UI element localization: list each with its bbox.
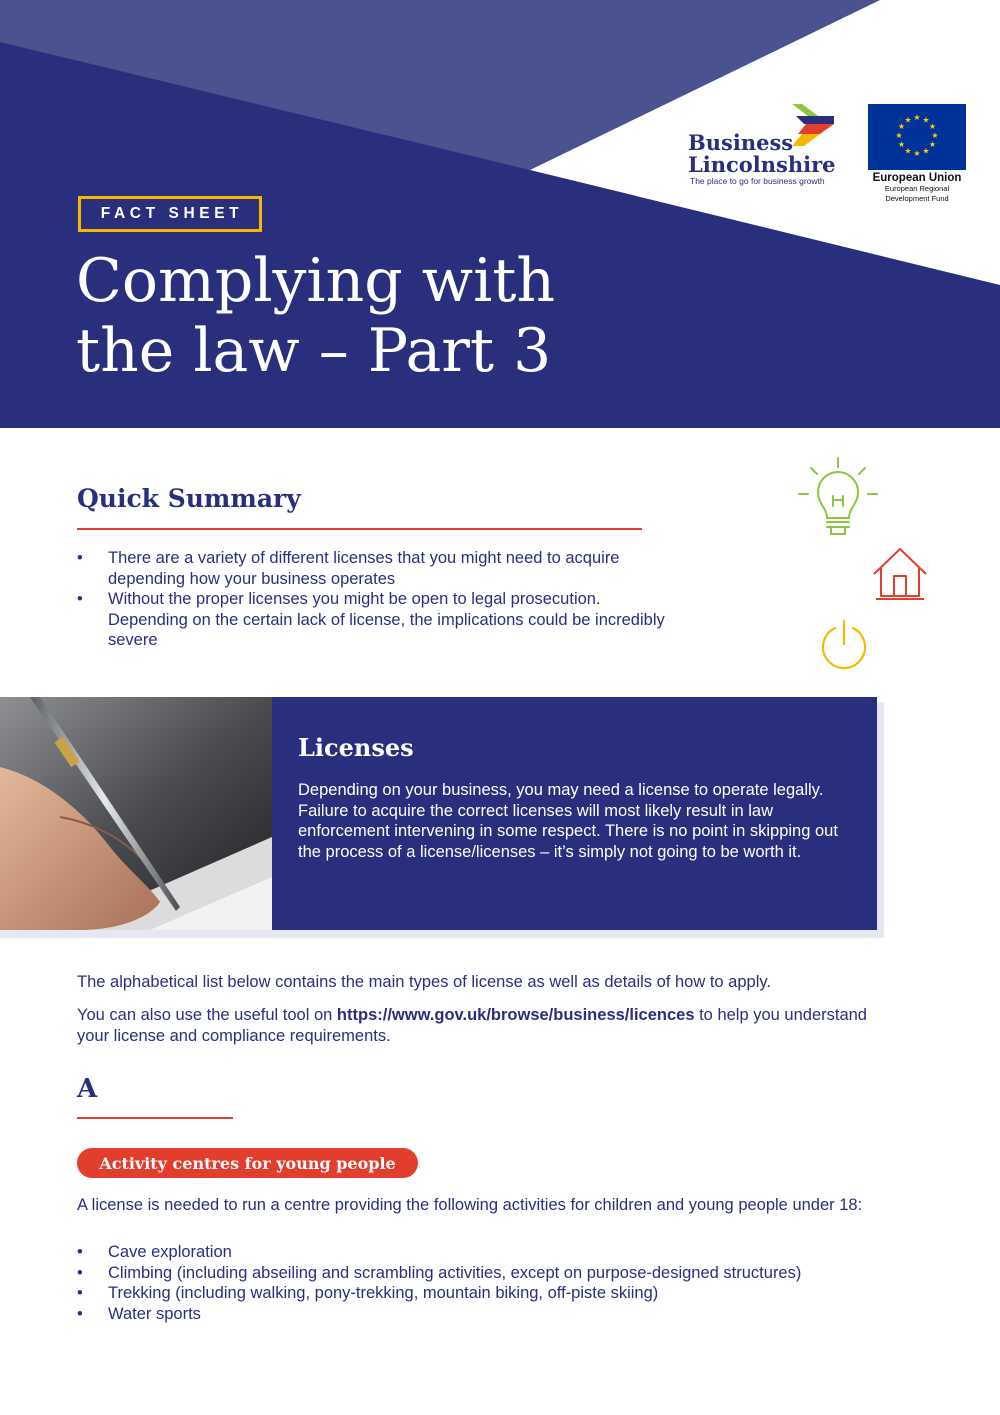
list-item: • Without the proper licenses you might be open to legal prosecution. Depending on the certain lack of license, the implications could be incredibly severe [77,589,677,651]
logo-word-lincolnshire: Lincolnshire [688,152,836,177]
eu-subtitle-line2: Development Fund [885,194,949,203]
list-item: • There are a variety of different licenses that you might need to acquire depending how your business operates [77,548,677,589]
tool-paragraph-lead: You can also use the useful tool on [77,1006,337,1024]
licenses-heading: Licenses [298,733,414,762]
svg-text:★: ★ [931,131,939,140]
eu-logo [866,104,968,204]
business-lincolnshire-logo [688,104,838,188]
intro-paragraph: The alphabetical list below contains the main types of license as well as details of how to apply. [77,973,771,991]
pen-icon [0,697,272,930]
eu-flag-icon [868,104,966,170]
section-letter-a: A [77,1074,98,1104]
tool-paragraph-tail: to help you understand your license and compliance requirements. [77,1006,867,1045]
list-item: • Trekking (including walking, pony-trekking, mountain biking, off-piste skiing) [77,1283,897,1304]
page-title-line2: the law – Part 3 [76,316,552,386]
tool-paragraph [77,1005,867,1046]
list-item: • Water sports [77,1304,897,1325]
quick-summary-heading: Quick Summary [77,484,301,513]
hand-writing-photo [0,697,272,930]
power-icon [818,618,870,670]
page-title-line1: Complying with [76,246,556,316]
gov-uk-link[interactable]: https://www.gov.uk/browse/business/licences [336,1006,695,1024]
list-item: • Cave exploration [77,1242,897,1263]
svg-text:★: ★ [895,131,903,140]
svg-text:★: ★ [904,115,912,125]
section-a-divider [77,1117,233,1119]
business-lincolnshire-mark-icon [790,104,834,156]
licenses-body: Depending on your business, you may need a license to operate legally. Failure to acquire the correct licenses will most likely result in law enforcement intervening in some respect. There is no point in skipping out the process of a license/licenses – it’s simply not going to be worth it. [298,781,838,861]
svg-text:★: ★ [928,122,937,131]
fact-sheet-badge: FACT SHEET [78,196,262,232]
svg-text:★: ★ [928,140,937,149]
activity-centres-heading: Activity centres for young people [77,1148,418,1178]
svg-text:★: ★ [897,140,906,149]
svg-text:★: ★ [913,113,921,122]
svg-text:★: ★ [913,149,921,158]
lightbulb-icon [796,456,880,542]
house-icon [872,546,928,602]
quick-summary-divider [77,528,642,530]
licenses-panel [272,697,877,930]
logo-tagline: The place to go for business growth [690,176,825,186]
logo-word-business: Business [688,130,794,155]
quick-summary-list [77,548,677,651]
svg-text:★: ★ [904,146,912,156]
eu-title: European Union [872,172,962,184]
svg-text:★: ★ [922,115,930,125]
page-title [76,246,555,386]
activity-centres-paragraph: A license is needed to run a centre providing the following activities for children and young people under 18: [77,1196,863,1214]
activity-list [77,1242,897,1324]
list-item: • Climbing (including abseiling and scrambling activities, except on purpose-designed structures) [77,1263,897,1284]
svg-text:★: ★ [897,122,906,131]
eu-subtitle-line1: European Regional [884,184,950,193]
svg-text:★: ★ [922,146,930,156]
